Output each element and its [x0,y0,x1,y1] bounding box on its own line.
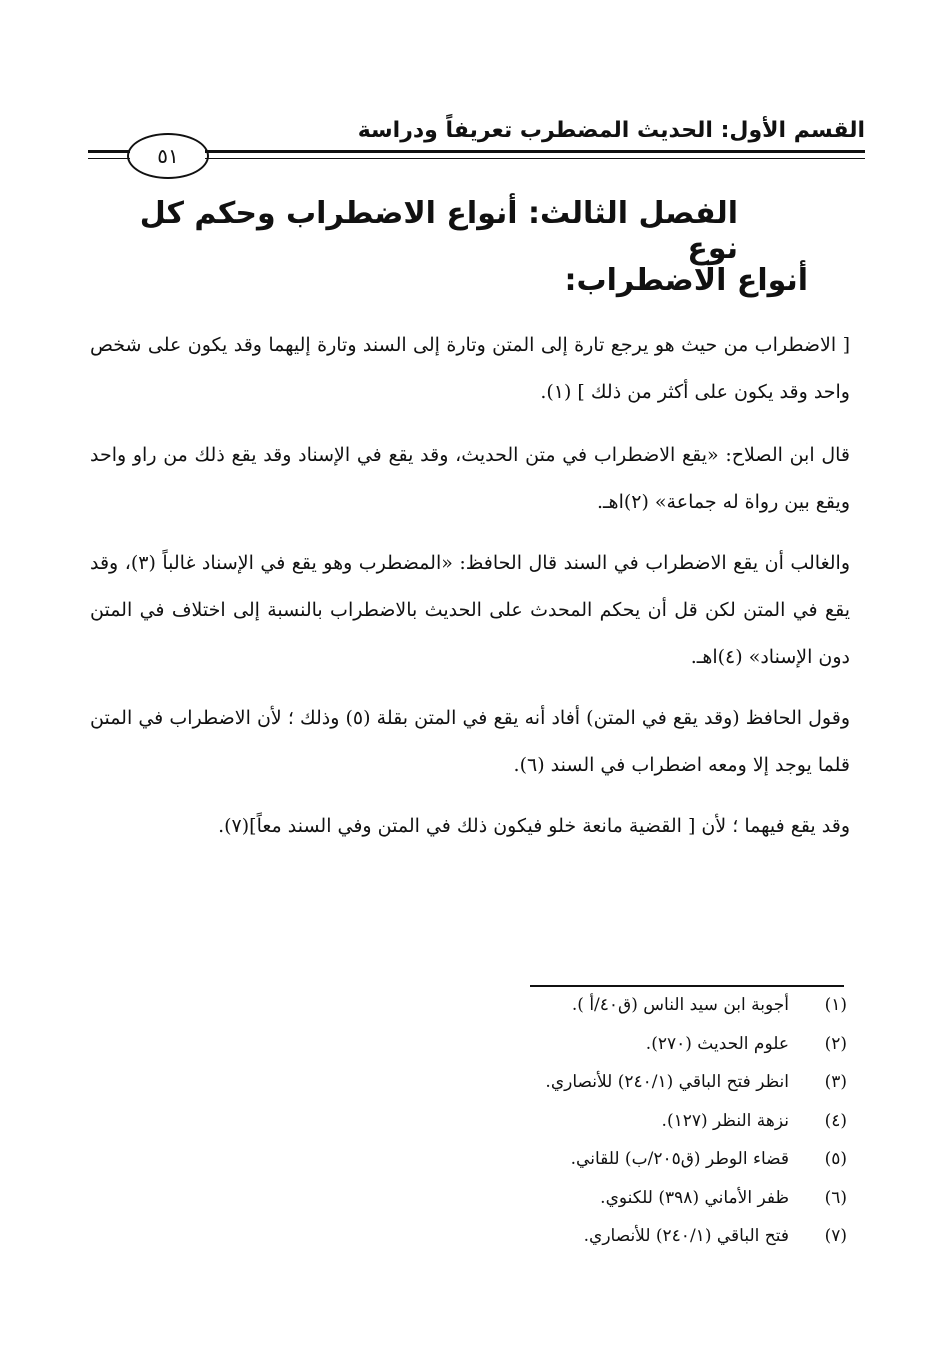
running-header-title: القسم الأول: الحديث المضطرب تعريفاً ودراسة [357,118,865,143]
header-rule-thin [205,158,865,159]
footnote-number: (٢) [824,1033,847,1054]
header-rule-thick [205,150,865,153]
footnote-item [247,1226,847,1265]
footnote-item [247,1034,847,1073]
footnote-item [247,1188,847,1227]
body-paragraph: قال ابن الصلاح: «يقع الاضطراب في متن الحديث، وقد يقع في الإسناد وقد يقع ذلك من راو واحد ويقع بين رواة له جماعة» (٢)اهـ. [90,444,850,513]
footnote-separator [530,985,844,987]
footnote-number: (٧) [824,1226,847,1246]
footnote-text: انظر فتح الباقي (٢٤٠/١) للأنصاري. [545,1072,789,1092]
chapter-title: الفصل الثالث: أنواع الاضطراب وحكم كل نوع [139,196,738,266]
section-title: أنواع الاضطراب: [564,263,808,298]
footnote-text: قضاء الوطر (ق٢٠٥/ب) للقاني. [570,1149,789,1169]
header-rule-left-thick [88,150,130,153]
footnote-number: (٤) [824,1110,847,1131]
footnotes-list [247,995,847,1265]
body-paragraph: وقد يقع فيهما ؛ لأن [ القضية مانعة خلو فيكون ذلك في المتن وفي السند معاً](٧). [218,815,850,837]
page-number: ٥١ [157,144,179,168]
footnote-item [247,1111,847,1150]
footnote-text: نزهة النظر (١٢٧). [661,1110,789,1131]
footnote-number: (١) [824,995,847,1015]
footnote-item [247,1072,847,1111]
footnote-item [247,1149,847,1188]
footnote-text: فتح الباقي (٢٤٠/١) للأنصاري. [583,1226,789,1246]
footnote-number: (٥) [824,1149,847,1169]
footnote-text: أجوبة ابن سيد الناس (ق٤٠/أ ). [571,995,789,1015]
page-number-oval [127,133,209,179]
footnote-number: (٣) [824,1072,847,1092]
footnote-text: ظفر الأماني (٣٩٨) للكنوي. [600,1187,789,1208]
header-rule-left-thin [88,158,130,159]
body-paragraph: والغالب أن يقع الاضطراب في السند قال الحافظ: «المضطرب وهو يقع في الإسناد غالباً (٣)، وقد يقع في المتن لكن قل أن يحكم المحدث على الحديث بالاضطراب بالنسبة إلى اختلاف في المتن دون الإسناد» (٤)اهـ. [90,552,850,668]
footnote-text: علوم الحديث (٢٧٠). [645,1033,789,1054]
footnote-number: (٦) [824,1187,847,1208]
footnote-item [247,995,847,1034]
body-paragraph: [ الاضطراب من حيث هو يرجع تارة إلى المتن وتارة إلى السند وتارة إليهما وقد يكون على شخص واحد وقد يكون على أكثر من ذلك ] (١). [90,334,850,403]
body-paragraph: وقول الحافظ (وقد يقع في المتن) أفاد أنه يقع في المتن بقلة (٥) وذلك ؛ لأن الاضطراب في المتن قلما يوجد إلا ومعه اضطراب في السند (٦). [90,707,850,776]
